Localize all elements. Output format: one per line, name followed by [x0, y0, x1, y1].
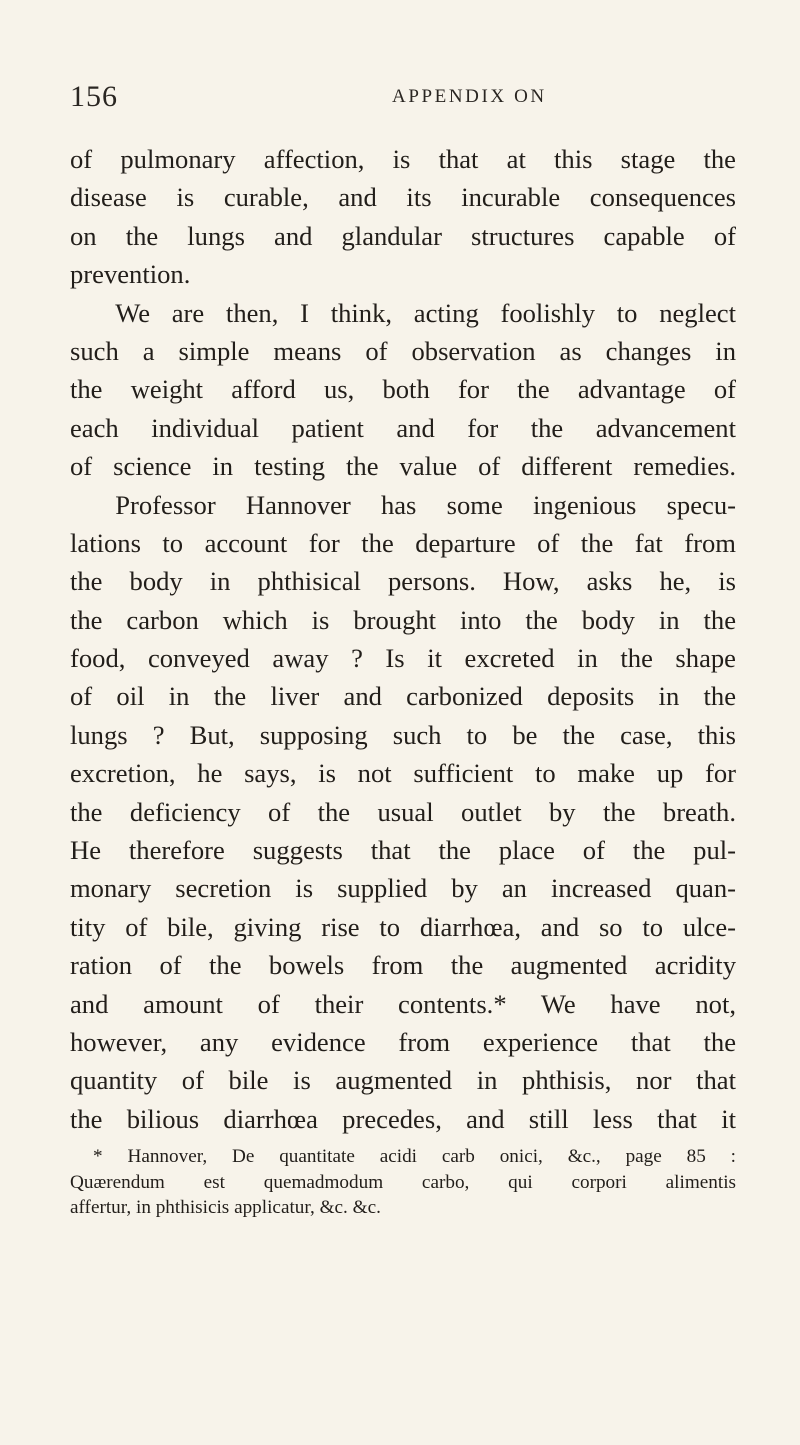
running-head: APPENDIX ON	[392, 86, 547, 107]
footnote-line: * Hannover, De quantitate acidi carb onici, &c., page 85 :	[93, 1146, 736, 1167]
body-line: however, any evidence from experience that the	[70, 1026, 736, 1057]
page-header	[70, 80, 730, 116]
body-line: lations to account for the departure of the fat from	[70, 527, 736, 558]
body-line: of pulmonary affection, is that at this stage the	[70, 144, 736, 174]
footnote-line: Quærendum est quemadmodum carbo, qui corpori alimentis	[70, 1171, 736, 1193]
body-line: of science in testing the value of different remedies.	[70, 451, 736, 482]
body-line: lungs ? But, supposing such to be the case, this	[70, 719, 736, 750]
body-line: He therefore suggests that the place of the pul-	[70, 835, 736, 866]
body-line: the bilious diarrhœa precedes, and still less that it	[70, 1103, 736, 1134]
body-line: the deficiency of the usual outlet by the breath.	[70, 796, 736, 827]
page-number: 156	[70, 80, 118, 113]
body-line: food, conveyed away ? Is it excreted in the shape	[70, 643, 736, 674]
body-line: quantity of bile is augmented in phthisis, nor that	[70, 1065, 736, 1096]
body-line: the body in phthisical persons. How, asks he, is	[70, 566, 736, 597]
footnote	[70, 1144, 736, 1221]
body-line: the weight afford us, both for the advantage of	[70, 374, 736, 405]
body-line: and amount of their contents.* We have not,	[70, 988, 736, 1019]
body-line: excretion, he says, is not sufficient to make up for	[70, 758, 736, 789]
body-line: prevention.	[70, 259, 191, 290]
body-line: such a simple means of observation as changes in	[70, 335, 736, 366]
footnote-line: affertur, in phthisicis applicatur, &c. &c.	[70, 1197, 381, 1219]
body-line: tity of bile, giving rise to diarrhœa, and so to ulce-	[70, 911, 736, 942]
body-line: Professor Hannover has some ingenious specu-	[115, 489, 736, 520]
body-line: of oil in the liver and carbonized deposits in the	[70, 681, 736, 712]
body-line: each individual patient and for the advancement	[70, 412, 736, 443]
body-line: monary secretion is supplied by an increased quan-	[70, 873, 736, 904]
body-line: the carbon which is brought into the body in the	[70, 604, 736, 635]
body-line: disease is curable, and its incurable consequences	[70, 182, 736, 213]
body-text	[70, 140, 736, 1138]
body-line: on the lungs and glandular structures capable of	[70, 220, 736, 251]
body-line: ration of the bowels from the augmented acridity	[70, 950, 736, 981]
body-line: We are then, I think, acting foolishly to neglect	[115, 297, 736, 328]
